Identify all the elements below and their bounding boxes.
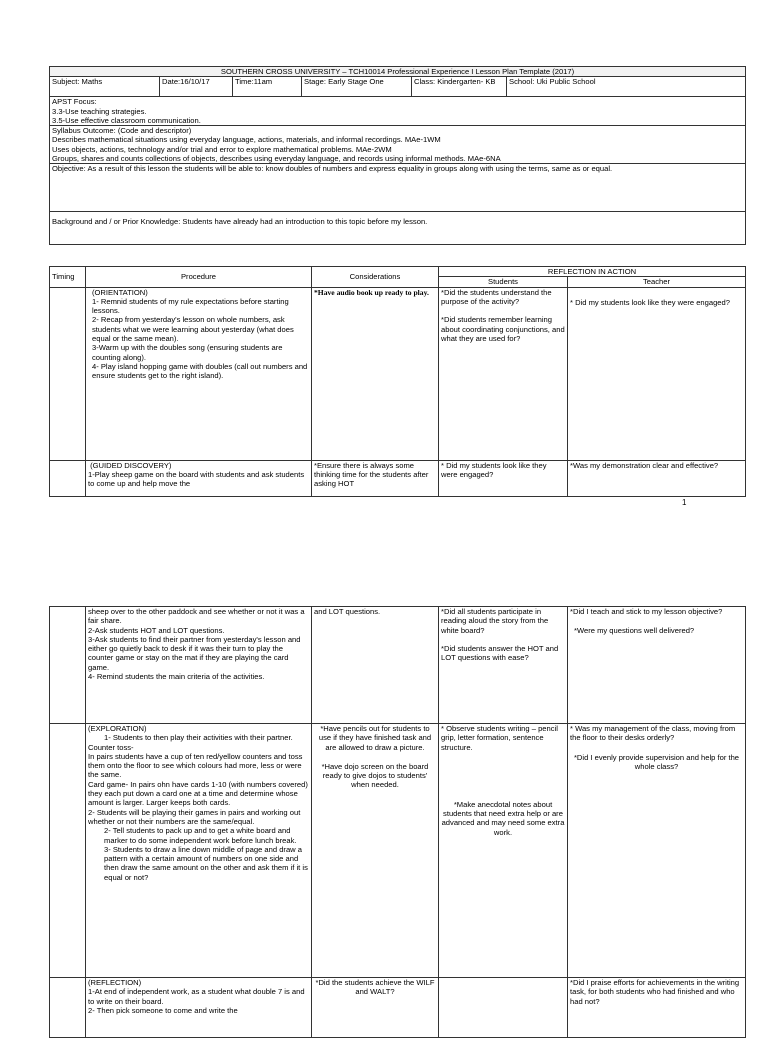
orientation-students-reflection: *Did the students understand the purpose of the activity? *Did students remember learning about coordinating conjunctions, and what they are used for? (439, 287, 568, 460)
background-cell: Background and / or Prior Knowledge: Students have already had an introduction to this topic before my lesson. (50, 212, 746, 245)
guided-discovery-procedure-continued: sheep over to the other paddock and see whether or not it was a fair share. 2-Ask students HOT and LOT questions. 3-Ask students to find their partner from yesterday's lesson and either go quietly back to desk if it was their turn to play the counter game or stay on the mat if they are playing the card game. 4- Remind students the main criteria of the activities. (86, 607, 312, 724)
procedure-table-continued (49, 606, 746, 1038)
guided-discovery-considerations: *Ensure there is always some thinking time for the students after asking HOT (312, 460, 439, 496)
exploration-body: Counter toss- In pairs students have a cup of ten red/yellow counters and toss them onto the floor to see which colours had more, less or were the same. Card game- In pairs ohn have cards 1-10 (with numbers covered) they each put down a card one at a time and determine whose amount is larger. Larger keeps both cards. 2- Students will be playing their games in pairs and working out whether or not their numbers are the same/equal. (88, 742, 308, 826)
guided-discovery-teacher-reflection: *Was my demonstration clear and effective? (568, 460, 746, 496)
students-reflection-item: * Observe students writing – pencil grip, letter formation, sentence structure. (441, 724, 558, 752)
reflection-considerations: *Did the students achieve the WILF and WALT? (312, 978, 439, 1038)
exploration-step: 1- Students to then play their activities with their partner. (104, 733, 293, 743)
timing-cell (50, 607, 86, 724)
consideration-item: *Have dojo screen on the board ready to give dojos to students' when needed. (321, 761, 429, 790)
students-reflection-item: *Make anecdotal notes about students that need extra help or are advanced and may need some extra work. (441, 799, 565, 837)
apst-focus-cell (50, 97, 746, 126)
school-cell: School: Uki Public School (507, 77, 746, 97)
exploration-procedure (86, 724, 312, 978)
syllabus-outcome-cell (50, 126, 746, 164)
syllabus-label: Syllabus Outcome: (Code and descriptor) (52, 126, 192, 136)
exploration-step: 2- Tell students to pack up and to get a white board and marker to do some independent work before lunch break. (104, 826, 297, 845)
timing-header: Timing (50, 267, 86, 288)
orientation-teacher-reflection: * Did my students look like they were engaged? (568, 287, 746, 460)
orientation-considerations: *Have audio book up ready to play. (312, 287, 439, 460)
reflection-in-action-header: REFLECTION IN ACTION (439, 267, 746, 277)
guided-discovery-procedure: (GUIDED DISCOVERY) 1-Play sheep game on the board with students and ask students to come up and help move the (86, 460, 312, 496)
considerations-header: Considerations (312, 267, 439, 288)
guided-discovery-students-reflection: * Did my students look like they were engaged? (439, 460, 568, 496)
apst-label: APST Focus: (52, 97, 97, 107)
objective-cell: Objective: As a result of this lesson the students will be able to: know doubles of numbers and express equality in groups along with using the terms, same as or equal. (50, 164, 746, 212)
exploration-step: 3- Students to draw a line down middle of page and draw a pattern with a certain amount of numbers on one side and then draw the same amount on the other and ask them if it is equal or not? (104, 844, 308, 882)
timing-cell (50, 724, 86, 978)
syllabus-item: Describes mathematical situations using everyday language, actions, materials, and informal recordings. MAe-1WM (52, 135, 441, 145)
exploration-title: (EXPLORATION) (88, 724, 147, 733)
reflection-teacher: *Did I praise efforts for achievements in the writing task, for both students who had finished and who had not? (568, 978, 746, 1038)
teacher-header: Teacher (568, 277, 746, 287)
teacher-reflection-item: * Was my management of the class, moving from the floor to their desks orderly? (570, 724, 736, 743)
exploration-considerations (312, 724, 439, 978)
stage-cell: Stage: Early Stage One (302, 77, 412, 97)
exploration-teacher-reflection (568, 724, 746, 978)
syllabus-item: Uses objects, actions, technology and/or trial and error to explore mathematical problems. MAe-2WM (52, 144, 392, 154)
guided-discovery-students-continued: *Did all students participate in reading aloud the story from the white board? *Did students answer the HOT and LOT questions with ease? (439, 607, 568, 724)
reflection-students (439, 978, 568, 1038)
teacher-reflection-item: *Were my questions well delivered? (574, 626, 695, 636)
page-number: 1 (682, 498, 687, 507)
procedure-table (49, 266, 746, 497)
teacher-reflection-item: *Did I evenly provide supervision and help for the whole class? (573, 752, 740, 771)
guided-discovery-considerations-continued: and LOT questions. (312, 607, 439, 724)
timing-cell (50, 978, 86, 1038)
date-cell: Date:16/10/17 (160, 77, 233, 97)
syllabus-item: Groups, shares and counts collections of objects, describes using everyday language, and records using informal methods. MAe-6NA (52, 154, 501, 164)
reflection-procedure: (REFLECTION) 1-At end of independent work, as a student what double 7 is and to write on their board. 2- Then pick someone to come and write the (86, 978, 312, 1038)
page-gap (0, 520, 768, 606)
subject-cell: Subject: Maths (50, 77, 160, 97)
timing-cell (50, 460, 86, 496)
exploration-students-reflection (439, 724, 568, 978)
document-title: SOUTHERN CROSS UNIVERSITY – TCH10014 Professional Experience I Lesson Plan Template (2017) (50, 67, 746, 77)
students-header: Students (439, 277, 568, 287)
teacher-reflection-item: *Did I teach and stick to my lesson objective? (570, 607, 723, 616)
guided-discovery-teacher-continued (568, 607, 746, 724)
document-page-2 (0, 606, 768, 1024)
lesson-plan-header-table (49, 66, 746, 245)
procedure-header: Procedure (86, 267, 312, 288)
class-cell: Class: Kindergarten- KB (412, 77, 507, 97)
consideration-item: *Have pencils out for students to use if they have finished task and are allowed to draw a picture. (318, 724, 432, 752)
orientation-procedure: (ORIENTATION) 1- Remnid students of my rule expectations before starting lessons. 2- Recap from yesterday's lesson on whole numbers, ask students what we were learning about yesterday (what does equal or the same mean). 3-Warm up with the doubles song (ensuring students are counting along). 4- Play island hopping game with doubles (call out numbers and ensure students get to the right island). (86, 287, 312, 460)
timing-cell (50, 287, 86, 460)
apst-item: 3.3-Use teaching strategies. (52, 106, 147, 116)
apst-item: 3.5-Use effective classroom communication. (52, 115, 201, 125)
time-cell: Time:11am (233, 77, 302, 97)
